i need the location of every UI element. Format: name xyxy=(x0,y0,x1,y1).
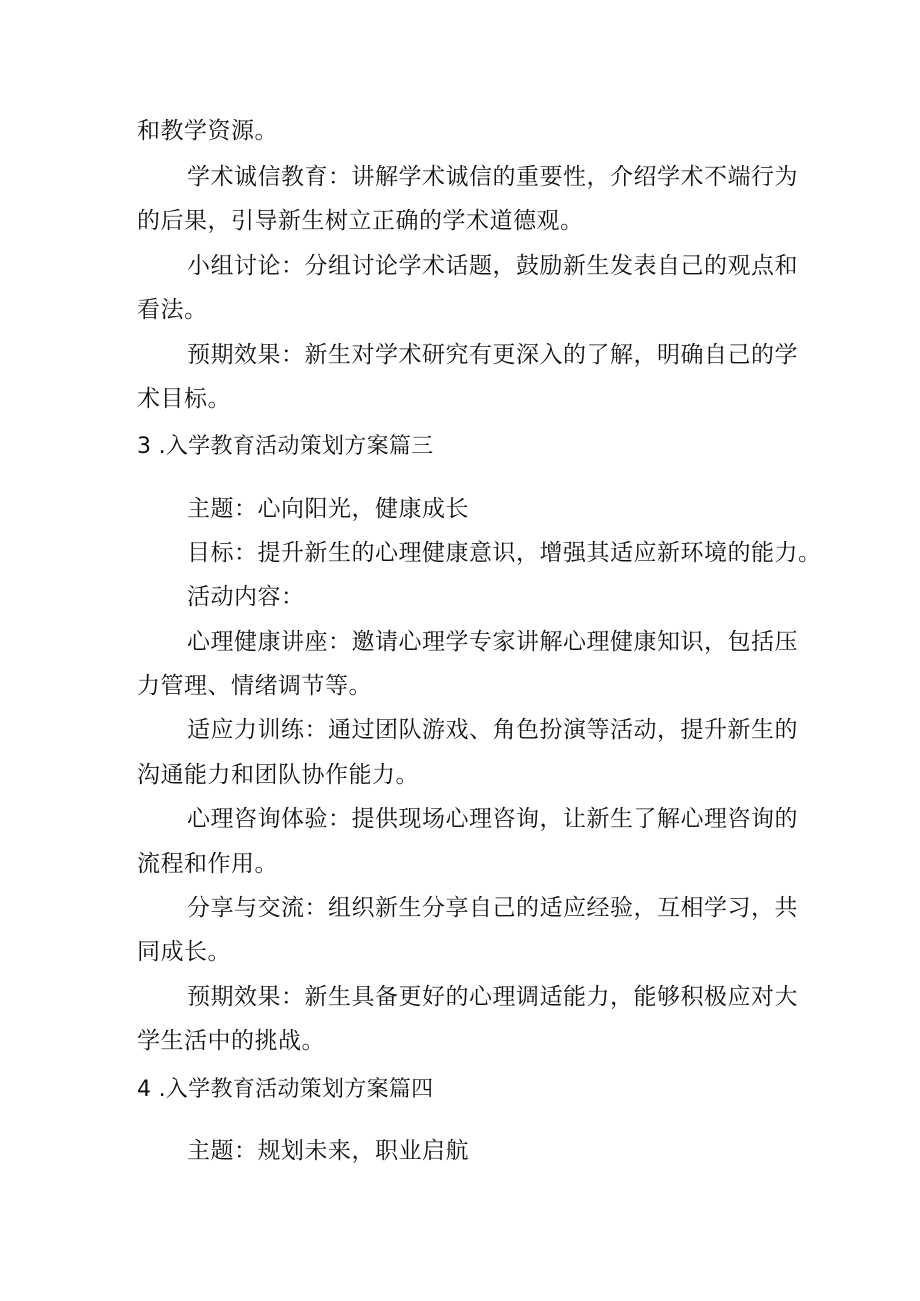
text-line: 预期效果：新生具备更好的心理调适能力，能够积极应对大 xyxy=(187,984,798,1010)
text-line: 主题：规划未来，职业启航 xyxy=(187,1138,469,1164)
text-line: 小组讨论：分组讨论学术话题，鼓励新生发表自己的观点和 xyxy=(187,253,798,279)
text-line: 学术诚信教育：讲解学术诚信的重要性，介绍学术不端行为 xyxy=(187,164,798,190)
text-line: 适应力训练：通过团队游戏、角色扮演等活动，提升新生的 xyxy=(187,717,798,743)
text-line: 力管理、情绪调节等。 xyxy=(137,673,372,699)
text-line: 主题：心向阳光，健康成长 xyxy=(187,496,469,522)
section-heading: 3 .入学教育活动策划方案篇三 xyxy=(137,434,434,459)
text-line: 同成长。 xyxy=(137,939,231,965)
text-line: 目标：提升新生的心理健康意识，增强其适应新环境的能力。 xyxy=(187,540,822,566)
text-line: 和教学资源。 xyxy=(137,118,278,144)
text-line: 的后果，引导新生树立正确的学术道德观。 xyxy=(137,208,584,234)
text-line: 看法。 xyxy=(137,297,208,323)
text-line: 术目标。 xyxy=(137,386,231,412)
text-line: 活动内容： xyxy=(187,584,305,610)
text-line: 分享与交流：组织新生分享自己的适应经验，互相学习，共 xyxy=(187,895,798,921)
text-line: 学生活中的挑战。 xyxy=(137,1028,325,1054)
text-line: 沟通能力和团队协作能力。 xyxy=(137,762,419,788)
text-line: 心理咨询体验：提供现场心理咨询，让新生了解心理咨询的 xyxy=(187,806,798,832)
text-line: 预期效果：新生对学术研究有更深入的了解，明确自己的学 xyxy=(187,342,798,368)
text-line: 心理健康讲座：邀请心理学专家讲解心理健康知识，包括压 xyxy=(187,629,798,655)
section-heading: 4 .入学教育活动策划方案篇四 xyxy=(137,1077,434,1102)
text-line: 流程和作用。 xyxy=(137,851,278,877)
